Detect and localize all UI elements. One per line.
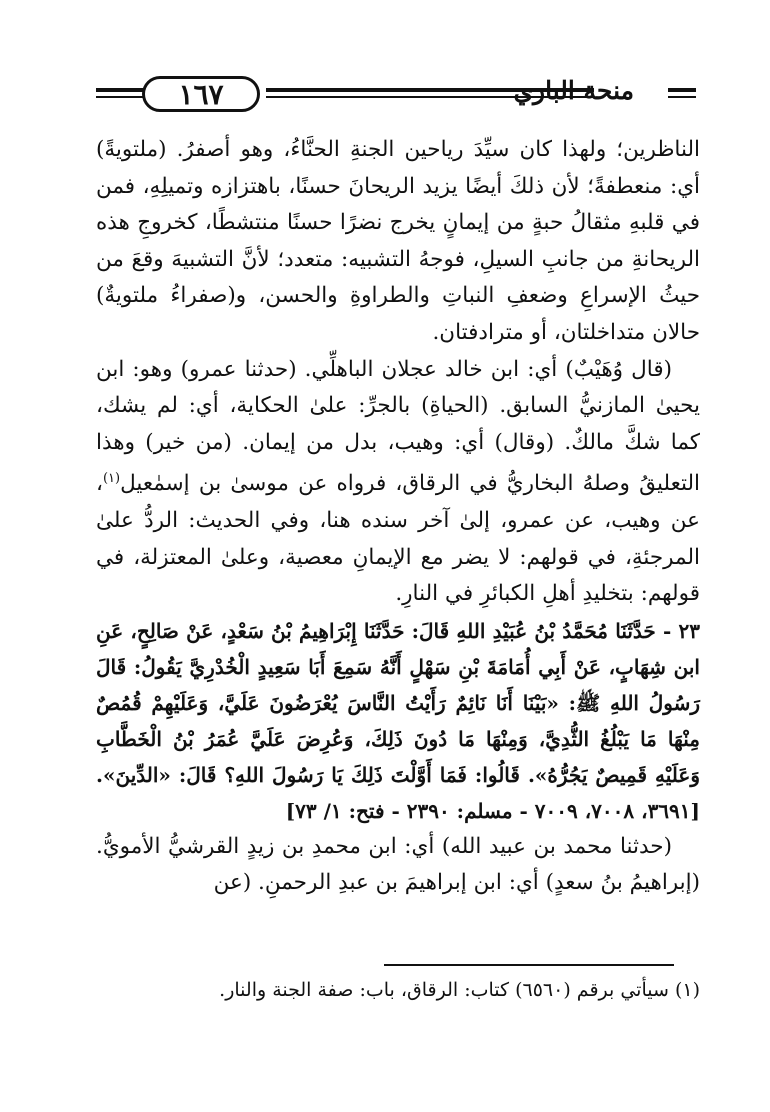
header-rule-left-bottom	[96, 96, 144, 98]
footnote: (١) سيأتي برقم (٦٥٦٠) كتاب: الرقاق، باب: صفة الجنة والنار.	[219, 979, 700, 1001]
footnote-divider	[384, 964, 674, 966]
main-text	[96, 132, 700, 902]
header-rule-right-bottom	[668, 96, 696, 98]
page-number: ١٦٧	[178, 77, 224, 111]
footnote-ref[interactable]: (١)	[102, 471, 121, 487]
paragraph-2-text: (قال وُهَيْبٌ) أي: ابن خالد عجلان الباهلِّي. (حدثنا عمرو) وهو: ابن يحيىٰ المازنيُّ السابق. (الحياةِ) بالجرِّ: علىٰ الحكاية، أي: لم يشك، كما شكَّ مالكٌ. (وقال) أي: وهيب، بدل من إيمان. (من خير) وهذا التعليقُ وصلهُ البخاريُّ في الرقاق، فرواه عن موسىٰ بن إسمٰعيل	[96, 356, 700, 497]
running-title: منحة الباري	[513, 76, 634, 105]
header-rule-right-top	[668, 88, 696, 92]
paragraph-2	[96, 352, 700, 613]
page-header	[96, 66, 696, 126]
paragraph-2-continued: ، عن وهيب، عن عمرو، إلىٰ آخر سنده هنا، وفي الحديث: الردُّ علىٰ المرجئةِ، في قولهم: لا يضر مع الإيمانِ معصية، وعلىٰ المعتزلة، في قولهم: بتخليدِ أهلِ الكبائرِ في النارِ.	[96, 471, 700, 607]
hadith-text: ٢٣ - حَدَّثَنَا مُحَمَّدُ بْنُ عُبَيْدِ اللهِ قَالَ: حَدَّثَنَا إِبْرَاهِيمُ بْنُ سَعْدٍ، عَنْ صَالِحٍ، عَنِ ابن شِهَابٍ، عَنْ أَبِي أُمَامَةَ بْنِ سَهْلٍ أَنَّهُ سَمِعَ أَبَا سَعِيدٍ الْخُدْرِيَّ يَقُولُ: قَالَ رَسُولُ اللهِ ﷺ: «بَيْنَا أَنَا نَائِمٌ رَأَيْتُ النَّاسَ يُعْرَضُونَ عَلَيَّ، وَعَلَيْهِمْ قُمُصٌ مِنْهَا مَا يَبْلُغُ الثُّدِيَّ، وَمِنْهَا مَا دُونَ ذَلِكَ، وَعُرِضَ عَلَيَّ عُمَرُ بْنُ الْخَطَّابِ وَعَلَيْهِ قَمِيصٌ يَجُرُّهُ». قَالُوا: فَمَا أَوَّلْتَ ذَلِكَ يَا رَسُولَ اللهِ؟ قَالَ: «الدِّينَ». [٣٦٩١، ٧٠٠٨، ٧٠٠٩ - مسلم: ٢٣٩٠ - فتح: ١/ ٧٣]	[96, 618, 700, 823]
paragraph-1: الناظرين؛ ولهذا كان سيِّدَ رياحين الجنةِ الحنَّاءُ، وهو أصفرُ. (ملتويةً) أي: منعطفةً؛ لأن ذلكَ أيضًا يزيد الريحانَ حسنًا، باهتزازه وتميلِهِ، فمن في قلبهِ مثقالُ حبةٍ من إيمانٍ يخرج نضرًا حسنًا منتشطًا، كخروجِ هذه الريحانةِ من جانبِ السيلِ، فوجهُ التشبيه: متعدد؛ لأنَّ التشبيهَ وقعَ من حيثُ الإسراعِ وضعفِ النباتِ والطراوةِ والحسن، و(صفراءُ ملتويةٌ) حالان متداخلتان، أو مترادفتان.	[96, 137, 700, 345]
page-number-badge	[142, 76, 260, 112]
header-rule-left-top	[96, 88, 144, 92]
paragraph-4: (حدثنا محمد بن عبيد الله) أي: ابن محمدِ بن زيدٍ القرشيُّ الأمويُّ. (إبراهيمُ بنُ سعدٍ) أي: ابن إبراهيمَ بن عبدِ الرحمنِ. (عن	[96, 833, 700, 896]
